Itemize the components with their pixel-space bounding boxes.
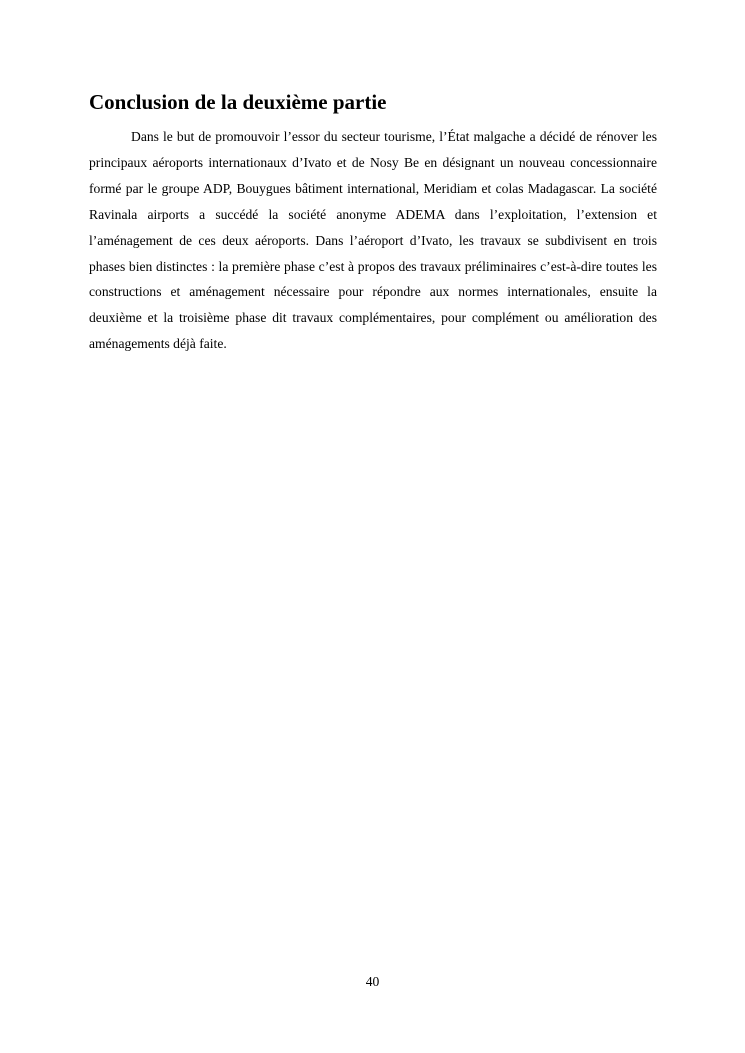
body-paragraph: Dans le but de promouvoir l’essor du secteur tourisme, l’État malgache a décidé de rénover les principaux aéroports internationaux d’Ivato et de Nosy Be en désignant un nouveau concessionnaire formé par le groupe ADP, Bouygues bâtiment international, Meridiam et colas Madagascar. La société Ravinala airports a succédé la société anonyme ADEMA dans l’exploitation, l’extension et l’aménagement de ces deux aéroports. Dans l’aéroport d’Ivato, les travaux se subdivisent en trois phases bien distinctes : la première phase c’est à propos des travaux préliminaires c’est-à-dire toutes les constructions et aménagement nécessaire pour répondre aux normes internationales, ensuite la deuxième et la troisième phase dit travaux complémentaires, pour complément ou amélioration des aménagements déjà faite. <box>89 129 657 352</box>
page-number: 40 <box>365 974 380 989</box>
section-heading: Conclusion de la deuxième partie <box>89 90 387 114</box>
